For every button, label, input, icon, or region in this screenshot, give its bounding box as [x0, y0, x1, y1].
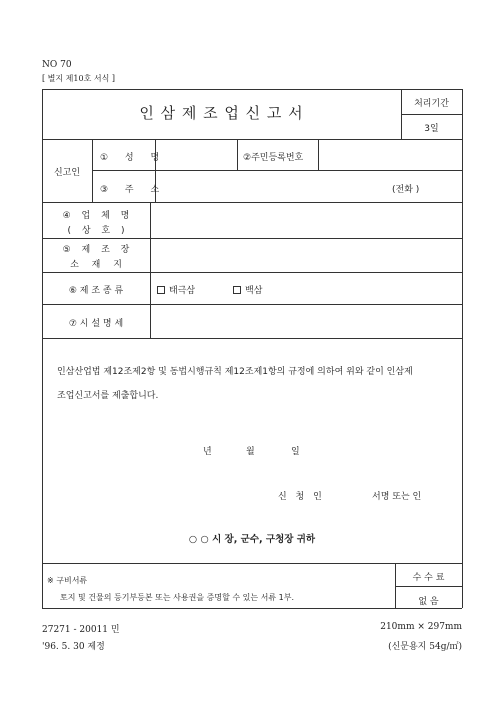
- checkbox-icon: [157, 286, 165, 294]
- option-taegeuksam[interactable]: [157, 283, 195, 296]
- phone-label: (전화 ): [392, 185, 420, 195]
- footer-date: '96. 5. 30 제정: [42, 642, 105, 652]
- address-field[interactable]: [156, 171, 386, 201]
- signature-label: 서명 또는 인: [372, 492, 422, 502]
- date-year-label: 년: [203, 447, 212, 457]
- footer-size: 210mm × 297mm: [380, 622, 462, 632]
- resident-number-field[interactable]: [319, 140, 461, 169]
- checkbox-icon: [233, 286, 241, 294]
- factory-location-label: ⑤ 제 조 장: [62, 245, 130, 255]
- fee-value: 없 음: [418, 597, 439, 607]
- resident-number-label: ②주민등록번호: [243, 153, 304, 163]
- footer-code: 27271 - 20011 민: [42, 625, 120, 635]
- product-type-label: ⑥ 제 조 종 류: [68, 286, 124, 296]
- facility-field[interactable]: [151, 305, 461, 337]
- form-title: 인 삼 제 조 업 신 고 서: [139, 104, 304, 122]
- factory-location-sublabel: 소 재 지: [70, 260, 122, 270]
- option-taegeuksam-label: 태극삼: [169, 286, 196, 296]
- address-label: ③ 주 소: [100, 185, 160, 195]
- processing-period-label: 처리기간: [414, 99, 449, 109]
- footer-paper: (신문용지 54g/㎡): [388, 642, 462, 652]
- applicant-name-field[interactable]: [325, 485, 370, 501]
- processing-period-value: 3일: [424, 124, 439, 134]
- reporter-label: 신고인: [53, 168, 81, 178]
- facility-label: ⑦ 시 설 명 세: [68, 319, 124, 329]
- statement-line-2: 조업신고서를 제출합니다.: [57, 391, 159, 401]
- applicant-label: 신 청 인: [278, 492, 322, 502]
- factory-location-field[interactable]: [151, 239, 461, 271]
- date-month-label: 월: [246, 447, 255, 457]
- name-label: ① 성 명: [100, 153, 160, 163]
- form-number: NO 70: [42, 60, 72, 70]
- date-day-label: 일: [291, 447, 300, 457]
- addressee: ○ ○ 시 장, 군수, 구청장 귀하: [188, 534, 316, 545]
- attachment-label: [ 별지 제10호 서식 ]: [42, 74, 115, 83]
- statement-line-1: 인삼산업법 제12조제2항 및 동법시행규칙 제12조제1항의 규정에 의하여 위와 같이 인삼제: [57, 367, 413, 377]
- business-name-label: ④ 업 체 명: [62, 211, 130, 221]
- date-month-field[interactable]: [258, 440, 288, 456]
- business-name-sublabel: ( 상 호 ): [67, 226, 125, 236]
- attachments-title: ※ 구비서류: [47, 576, 88, 585]
- fee-label: 수 수 료: [412, 573, 445, 583]
- business-name-field[interactable]: [151, 203, 461, 237]
- date-year-field[interactable]: [214, 440, 244, 456]
- option-baeksam[interactable]: [233, 283, 262, 296]
- attachments-item: 토지 및 건물의 등기부등본 또는 사용권을 증명할 수 있는 서류 1부.: [60, 593, 294, 602]
- name-field[interactable]: [156, 140, 236, 169]
- option-baeksam-label: 백삼: [245, 286, 263, 296]
